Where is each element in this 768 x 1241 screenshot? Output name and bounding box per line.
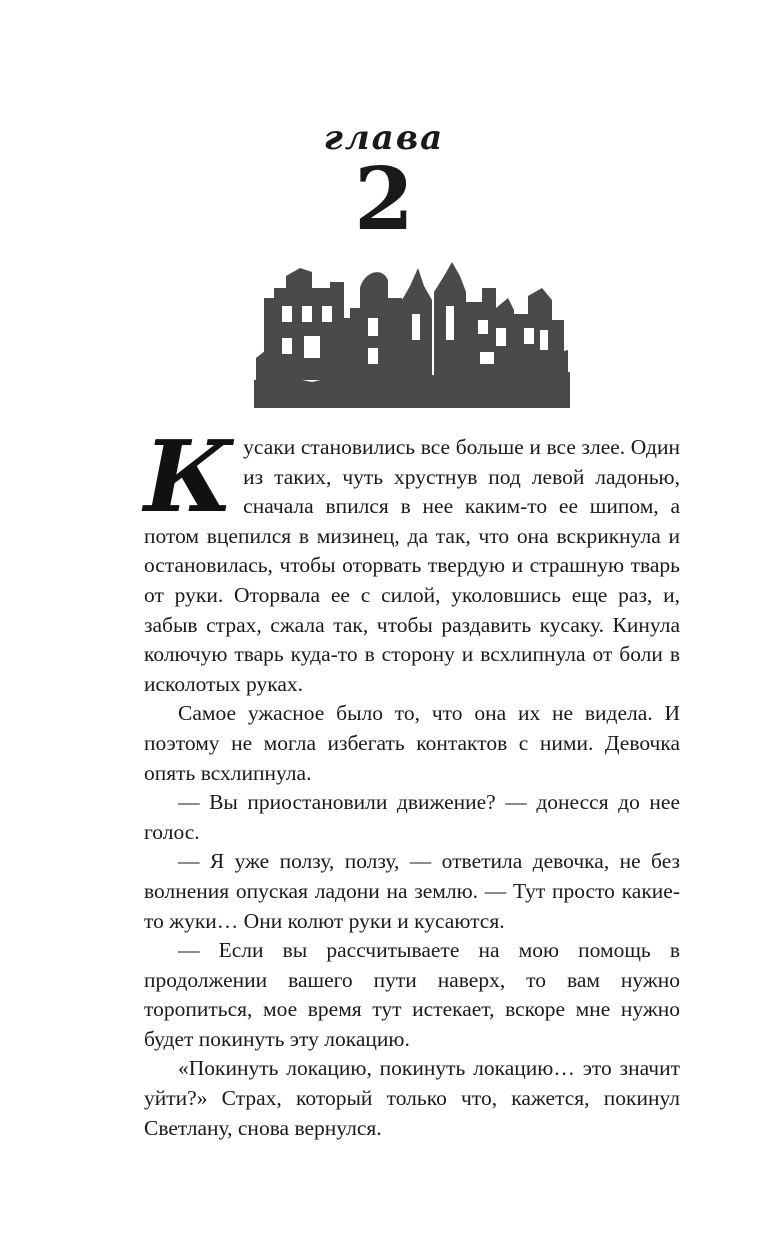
paragraph-1 bbox=[144, 420, 680, 699]
paragraph-3: — Вы приостановили движение? — донесся до нее голос. bbox=[144, 790, 680, 844]
chapter-number: 2 bbox=[354, 149, 414, 250]
paragraph-6: «Покинуть локацию, покинуть локацию… это значит уйти?» Страх, который только что, кажется, покинул Светлану, снова вернулся. bbox=[144, 1056, 680, 1140]
paragraph-1-text: усаки становились все больше и все злее. Один из таких, чуть хрустнув под левой ладонью, сначала впился в нее каким-то ее шипом, а потом вцепился в мизинец, да так, что она вскрикнула и остановилась, чтобы оторвать твердую и страшную тварь от руки. Оторвала ее с силой, уколовшись еще раз, и, забыв страх, сжала так, чтобы раздавить кусаку. Кинула колючую тварь куда-то в сторону и всхлипнула от боли в исколотых руках. bbox=[144, 435, 680, 696]
chapter-label: глава bbox=[323, 118, 445, 158]
ruined-city-icon bbox=[252, 258, 572, 408]
paragraph-4: — Я уже ползу, ползу, — ответила девочка, не без волнения опуская ладони на землю. — Тут просто какие-то жуки… Они колют руки и кусаются. bbox=[144, 849, 680, 933]
paragraph-2: Самое ужасное было то, что она их не видела. И поэтому не могла избегать контактов с ними. Девочка опять всхлипнула. bbox=[144, 701, 680, 785]
chapter-text bbox=[144, 420, 680, 1143]
paragraph-5: — Если вы рассчитываете на мою помощь в продолжении вашего пути наверх, то вам нужно торопиться, мое время тут истекает, вскоре мне нужно будет покинуть эту локацию. bbox=[144, 938, 680, 1051]
drop-cap: К bbox=[144, 420, 234, 535]
